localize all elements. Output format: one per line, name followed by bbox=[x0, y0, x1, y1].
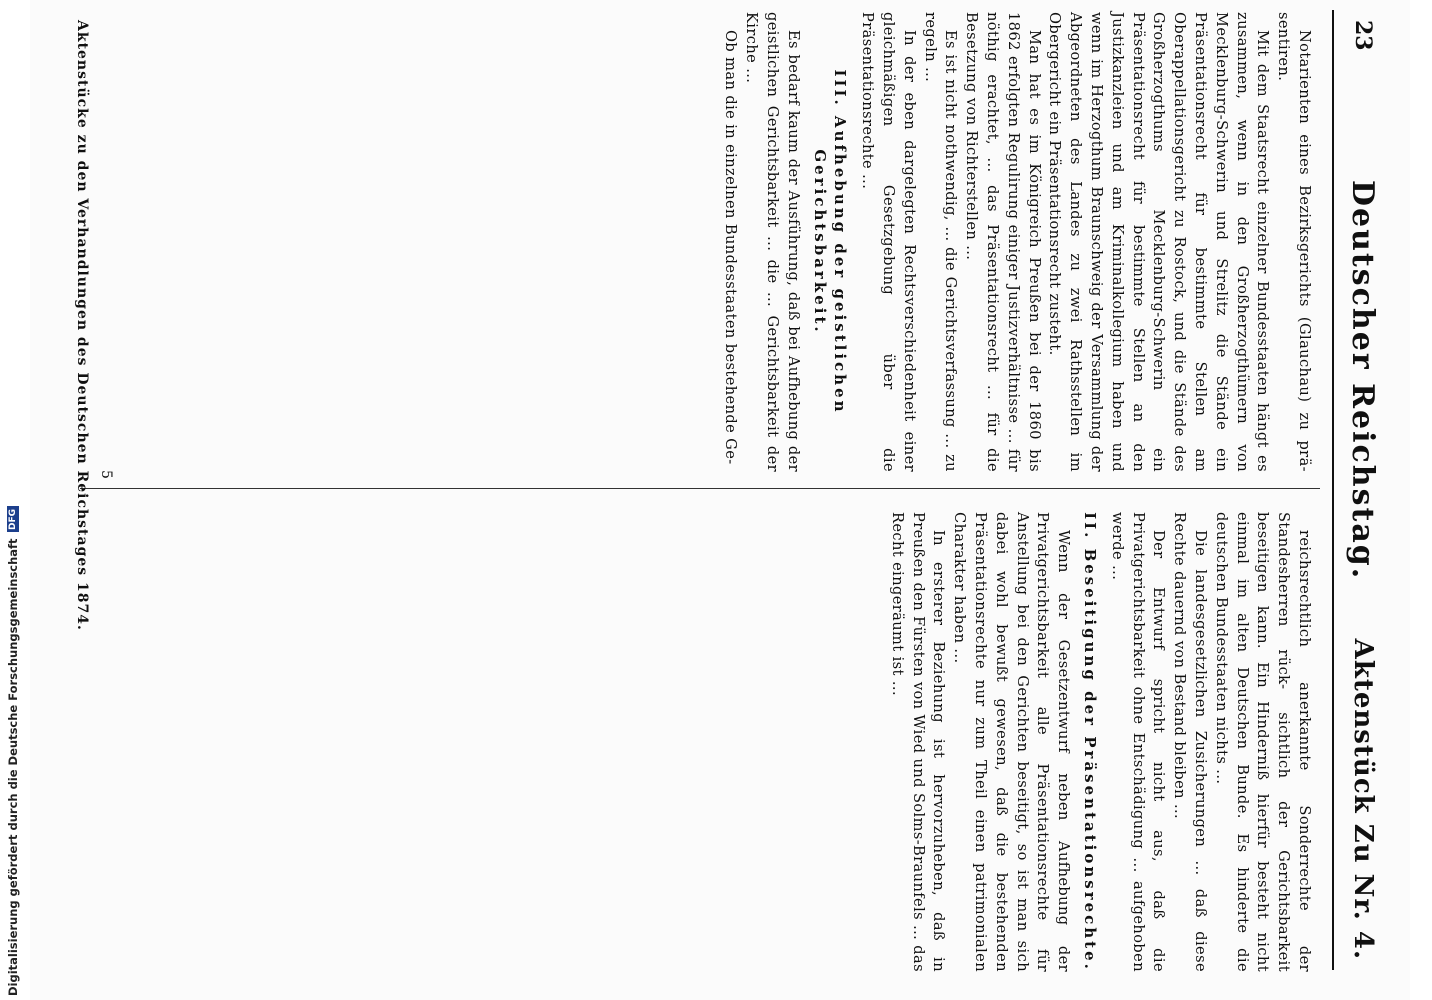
dfg-logo-icon: DFG bbox=[7, 506, 19, 532]
page-title: Deutscher Reichstag. bbox=[1345, 180, 1380, 581]
header-rule bbox=[1332, 10, 1334, 970]
paragraph: In ersterer Beziehung ist hervorzuheben, daß in Preußen den Fürsten von Wied und Solms-Braunfels ... das Recht eingeräumt ist ... bbox=[888, 512, 948, 972]
page-footer-number: 5 bbox=[98, 470, 114, 479]
paragraph: In der eben dargelegten Rechtsverschiedenheit einer gleichmäßigen Gesetzgebung über die Präsentationsrechte ... bbox=[859, 12, 918, 472]
page-subtitle: Aktenstück Zu Nr. 4. bbox=[1348, 638, 1378, 960]
column-divider bbox=[80, 488, 1320, 489]
paragraph: Wenn der Gesetzentwurf neben Aufhebung der Privatgerichtsbarkeit alle Präsentationsrechte für Anstellung bei den Gerichten beseitigt, so ist man sich dabei wohl bewußt gewesen, daß die bestehenden Präsentationsrechte nur zum Theil einen patrimonialen Charakter haben ... bbox=[951, 512, 1073, 972]
paragraph: Die landesgesetzlichen Zusicherungen ... daß diese Rechte dauernd von Bestand bleiben ... bbox=[1171, 512, 1210, 972]
left-column bbox=[720, 12, 1314, 472]
paragraph: Ob man die in einzelnen Bundesstaaten bestehende Ge- bbox=[722, 30, 740, 465]
paragraph: Mit dem Staatsrecht einzelner Bundesstaaten hängt es zusammen, wenn in den Großherzogthümern von Mecklenburg-Schwerin und Strelitz die Stände ein Präsentationsrecht für bestimmte Stellen am Oberappellationsgericht zu Rostock, und die Stände des Großherzogthums Mecklenburg-Schwerin ein Präsentationsrecht für bestimmte Stellen an den Justizkanzleien und am Kriminalkollegium haben und wenn im Herzogthum Braunschweig der Versammlung der Abgeordneten des Landes zu zwei Rathsstellen im Obergericht ein Präsentationsrecht zusteht. bbox=[1046, 12, 1272, 472]
paragraph: reichsrechtlich anerkannte Sonderrechte der Standesherren rück- sichtlich der Gerichtsbarkeit beseitigen kann. Ein Hinderniß hierfür besteht nicht einmal im alten Deutschen Bunde. Es hinderte die deutschen Bundesstaaten nichts ... bbox=[1212, 512, 1313, 972]
paragraph: Man hat es im Königreich Preußen bei der 1860 bis 1862 erfolgten Regulirung einiger Justizverhältnisse ... für nöthig erachtet, ... das Präsentationsrecht ... für die Besetzung von Richterstellen ... bbox=[963, 12, 1043, 472]
paragraph: Es ist nicht nothwendig, ... die Gerichtsverfassung ... zu regeln ... bbox=[921, 12, 960, 472]
rotated-newspaper-page bbox=[30, 0, 1410, 1000]
right-column bbox=[886, 512, 1314, 972]
page-number: 23 bbox=[1350, 20, 1376, 51]
credit-text: Digitalisierung gefördert durch die Deutsche Forschungsgemeinschaft bbox=[6, 538, 20, 996]
digitization-credit bbox=[6, 506, 20, 996]
page-header bbox=[1340, 20, 1380, 960]
section-heading: III. Aufhebung der geistlichen Gerichtsbarkeit. bbox=[810, 69, 850, 415]
footnote: Aktenstücke zu den Verhandlungen des Deutschen Reichstages 1874. bbox=[74, 20, 90, 631]
paragraph: Notarienten eines Bezirksgerichts (Glauchau) zu prä- sentiren. bbox=[1275, 12, 1313, 472]
paragraph: Es bedarf kaum der Ausführung, daß bei Aufhebung der geistlichen Gerichtsbarkeit ... die ... Gerichtsbarkeit der Kirche ... bbox=[743, 12, 802, 472]
paragraph: Der Entwurf spricht nicht aus, daß die Privatgerichtsbarkeit ohne Entschädigung ... aufgehoben werde ... bbox=[1108, 512, 1168, 972]
section-heading: II. Beseitigung der Präsentationsrechte. bbox=[1081, 512, 1100, 972]
